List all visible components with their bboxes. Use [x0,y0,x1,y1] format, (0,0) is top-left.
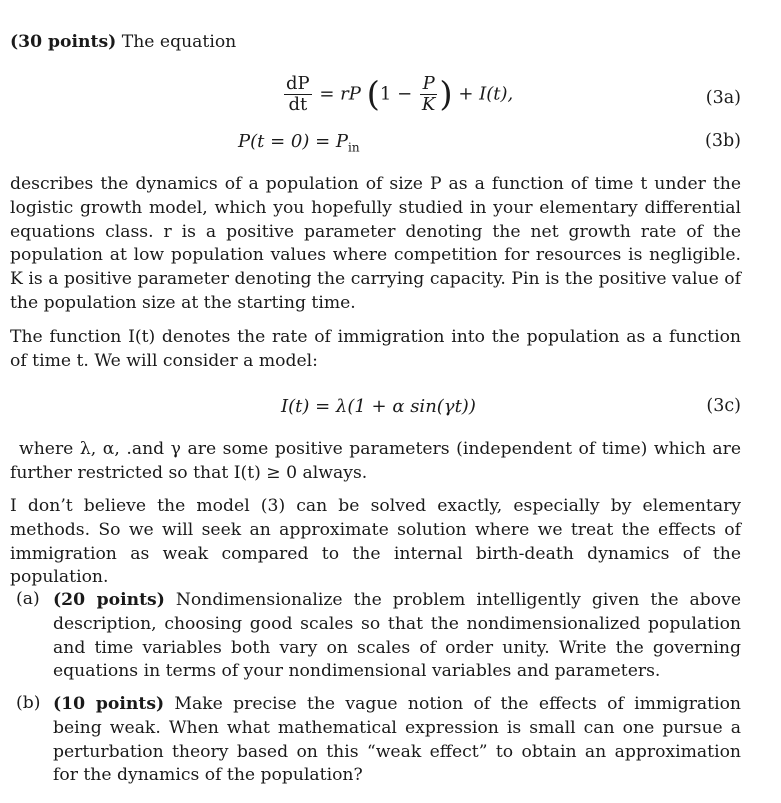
eq3a-rhs-b: + I(t), [458,83,514,105]
item-b-points: (10 points) [53,694,165,714]
item-a-text: Nondimensionalize the problem intelligently given the above description, choosing good scales so that the nondimensionalized population and time variables both vary on scales of order unity. Write the governing equations in terms of your nondimensional variables and parameters. [53,590,741,682]
equation-3c: I(t) = λ(1 + α sin(γt)) [281,396,476,417]
eq3a-one-minus: 1 − [379,83,413,105]
equation-3a [282,74,513,115]
equation-3b-label: (3b) [705,131,741,151]
paragraph-immigration: The function I(t) denotes the rate of immigration into the population as a function of time t. We will consider a model: [10,327,741,371]
right-paren: ) [439,74,453,115]
eq3b-lhs: P(t = 0) = P [238,131,349,152]
derivative-numerator: dP [286,73,310,94]
equation-3a-label: (3a) [705,88,741,108]
problem-intro [10,31,741,55]
item-a-label: (a) [16,589,40,609]
derivative-fraction [284,74,312,115]
equation-3c-label: (3c) [706,396,741,416]
paragraph-approximation: I don’t believe the model (3) can be solved exactly, especially by elementary methods. So we will seek an approximate solution where we treat the effects of immigration as weak compared to the internal birth-death dynamics of the population. [10,496,741,588]
item-a-points: (20 points) [53,590,165,610]
intro-text: The equation [116,32,237,52]
derivative-denominator: dt [288,94,308,115]
eq3a-rhs-a: = rP [319,83,361,105]
item-b-body [53,693,741,788]
capacity-fraction [420,74,437,115]
paragraph-parameters: where λ, α, .and γ are some positive parameters (independent of time) which are further restricted so that I(t) ≥ 0 always. [10,439,741,483]
paragraph-logistic-description: describes the dynamics of a population of size P as a function of time t under the logistic growth model, which you hopefully studied in your elementary differential equations class. r is a positive parameter denoting the net growth rate of the population at low population values where competition for resources is negligible. K is a positive parameter denoting the carrying capacity. Pin is the positive value of the population size at the starting time. [10,174,741,313]
item-a-body [53,589,741,684]
item-b-text: Make precise the vague notion of the effects of immigration being weak. When what mathematical expression is small can one pursue a perturbation theory based on this “weak effect” to obtain an approximation for the dynamics of the population? [53,694,741,786]
capacity-numerator: P [420,74,437,95]
eq3b-subscript: in [348,140,360,155]
left-paren: ( [366,74,380,115]
item-b-label: (b) [16,693,41,713]
problem-points: (30 points) [10,32,117,52]
equation-3b [238,131,360,159]
capacity-denominator: K [421,94,436,115]
